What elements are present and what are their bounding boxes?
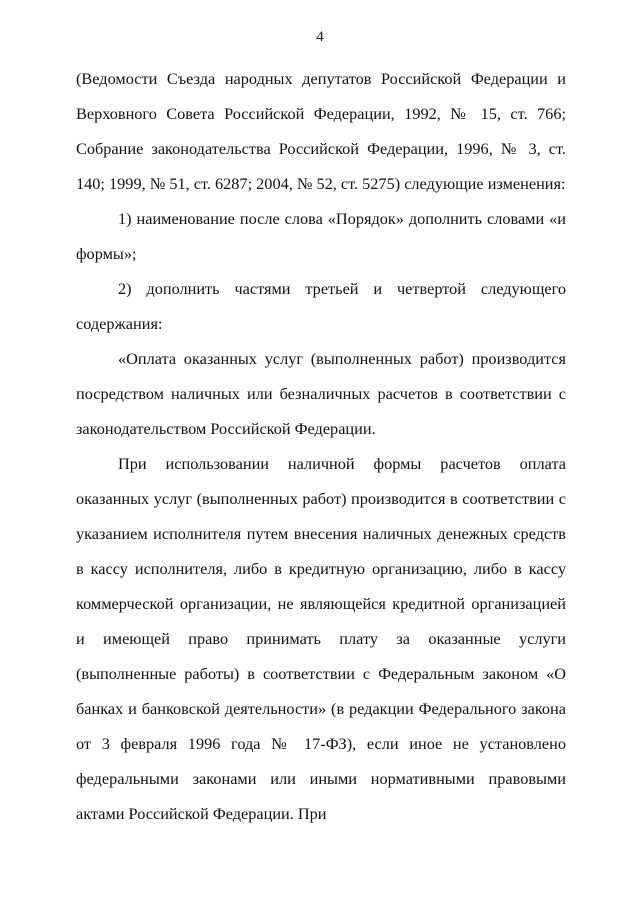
page-number: 4 (316, 29, 324, 45)
document-body (76, 61, 566, 831)
paragraph-item-1: 1) наименование после слова «Порядок» дополнить словами «и формы»; (76, 209, 566, 263)
paragraph-quoted-part-4: При использовании наличной формы расчетов оплата оказанных услуг (выполненных работ) производится в соответствии с указанием исполнителя путем внесения наличных денежных средств в кассу исполнителя, либо в кредитную организацию, либо в кассу коммерческой организации, не являющейся кредитной организацией и имеющей право принимать плату за оказанные услуги (выполненные работы) в соответствии с Федеральным законом «О банках и банковской деятельности» (в редакции Федерального закона от 3 февраля 1996 года № 17-ФЗ), если иное не установлено федеральными законами или иными нормативными правовыми актами Российской Федерации. При (76, 454, 566, 823)
paragraph-source-citation: (Ведомости Съезда народных депутатов Российской Федерации и Верховного Совета Российской Федерации, 1992, № 15, ст. 766; Собрание законодательства Российской Федерации, 1996, № 3, ст. 140; 1999, № 51, ст. 6287; 2004, № 52, ст. 5275) следующие изменения: (76, 69, 566, 193)
paragraph-item-2: 2) дополнить частями третьей и четвертой следующего содержания: (76, 279, 566, 333)
paragraph-quoted-part-3: «Оплата оказанных услуг (выполненных работ) производится посредством наличных или безналичных расчетов в соответствии с законодательством Российской Федерации. (76, 349, 566, 438)
